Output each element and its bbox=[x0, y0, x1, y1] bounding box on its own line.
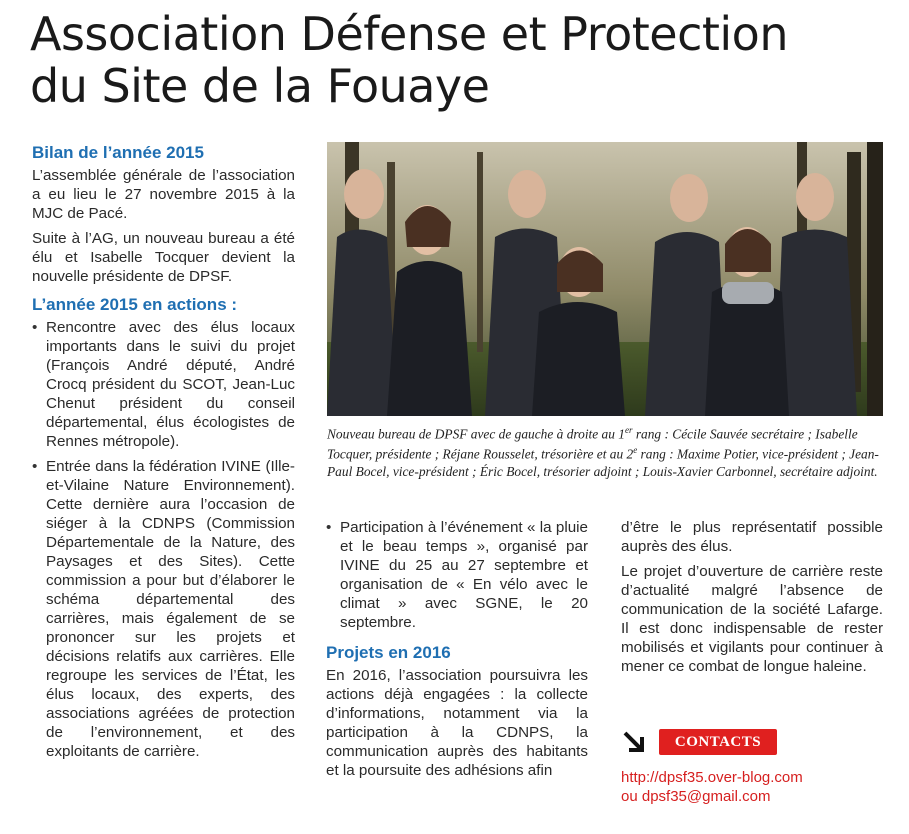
column-left bbox=[32, 142, 295, 767]
contacts-button[interactable]: CONTACTS bbox=[659, 729, 777, 755]
contact-info bbox=[621, 768, 803, 806]
caption-sup: e bbox=[633, 445, 638, 456]
column-right bbox=[621, 518, 883, 682]
section-heading-projets: Projets en 2016 bbox=[326, 643, 451, 662]
paragraph: L’assemblée générale de l’association a eu lieu le 27 novembre 2015 à la MJC de Pacé. bbox=[32, 167, 295, 222]
email-link[interactable]: ou dpsf35@gmail.com bbox=[621, 788, 771, 805]
caption-sup: er bbox=[624, 425, 633, 435]
column-middle bbox=[326, 518, 588, 786]
arrow-down-right-icon bbox=[621, 729, 647, 755]
actions-list bbox=[32, 318, 295, 761]
group-photo bbox=[327, 142, 883, 416]
caption-text: Nouveau bureau de DPSF avec de gauche à droite au 1 bbox=[327, 426, 625, 442]
section-heading-actions: L’année 2015 en actions : bbox=[32, 295, 238, 314]
list-item: • Entrée dans la fédération IVINE (Ille-et-Vilaine Nature Environnement). Cette dernière aura l’occasion de siéger à la CDNPS (Commission Départementale de la Nature, des Paysages et des Sites). Cette commission a pour but d’élaborer le schéma départemental des carrières, mais également de se prononcer sur les projets et décisions relatifs aux carrières. Elle regroupe les services de l’État, les élus locaux, des experts, des associations agréées de protection de l’environnement, et des exploitants de carrière. bbox=[32, 457, 295, 761]
photo-caption bbox=[327, 422, 883, 480]
list-item: • Participation à l’événement « la pluie et le beau temps », organisé par IVINE du 25 au 27 septembre et organisation de « En vélo avec le climat » avec SGNE, le 20 septembre. bbox=[326, 518, 588, 632]
title-line-1: Association Défense et Protection bbox=[30, 7, 788, 61]
caption-text: rang : Cécile Sauvée secrétaire ; Isabelle Tocquer, présidente ; Réjane Rousselet, trésorière et au 2 bbox=[327, 426, 858, 462]
list-item: • Rencontre avec des élus locaux importants dans le suivi du projet (François André député, André Crocq président du SCOT, Jean-Luc Chenut président du conseil départemental, élus écologistes de Rennes métropole). bbox=[32, 318, 295, 451]
title-line-2: du Site de la Fouaye bbox=[30, 59, 490, 113]
paragraph: En 2016, l’association poursuivra les actions déjà engagées : la collecte d’informations, notamment via la participation à la CDNPS, la communication auprès des habitants et la poursuite des adhésions afin bbox=[326, 667, 588, 779]
section-heading-bilan: Bilan de l’année 2015 bbox=[32, 143, 204, 162]
actions-list-continued bbox=[326, 518, 588, 632]
paragraph: Le projet d’ouverture de carrière reste d’actualité malgré l’absence de communication de la société Lafarge. Il est donc indispensable de rester mobilisés et vigilants pour continuer à mener ce combat de longue haleine. bbox=[621, 563, 883, 675]
paragraph: Suite à l’AG, un nouveau bureau a été élu et Isabelle Tocquer devient la nouvelle présidente de DPSF. bbox=[32, 230, 295, 285]
website-link[interactable]: http://dpsf35.over-blog.com bbox=[621, 769, 803, 786]
caption-text: rang : Maxime Potier, vice-président ; Jean-Paul Bocel, vice-président ; Éric Bocel, trésorier adjoint ; Louis-Xavier Carbonnel, secrétaire adjoint. bbox=[327, 446, 879, 479]
paragraph: d’être le plus représentatif possible auprès des élus. bbox=[621, 519, 883, 555]
page-title bbox=[30, 8, 890, 112]
